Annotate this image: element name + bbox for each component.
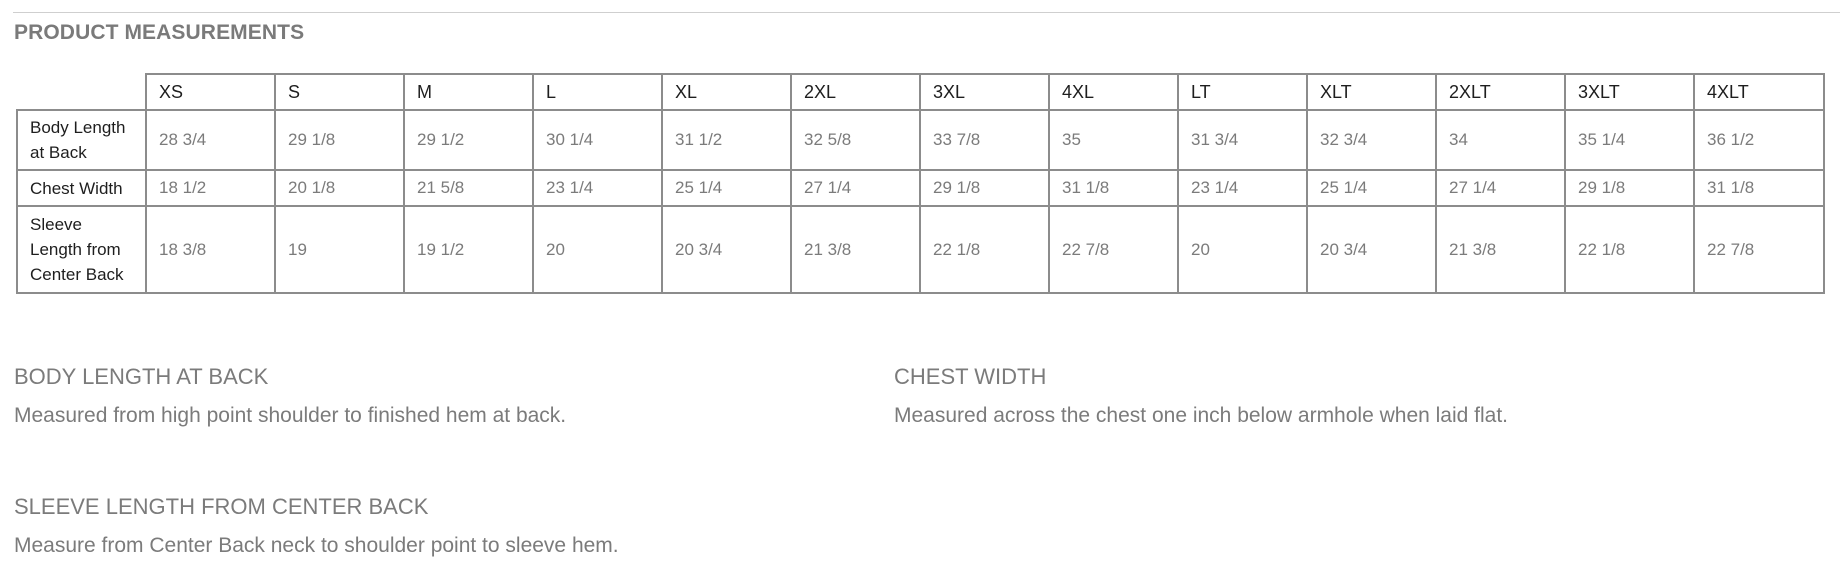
size-header-xlt: XLT [1307, 74, 1436, 110]
size-header-4xl: 4XL [1049, 74, 1178, 110]
definition-chest-width [894, 364, 1508, 428]
row-label-chest-width: Chest Width [17, 170, 146, 206]
table-cell: 35 [1049, 110, 1178, 170]
table-cell: 23 1/4 [1178, 170, 1307, 206]
table-cell: 20 3/4 [1307, 206, 1436, 293]
definition-text: Measured from high point shoulder to finished hem at back. [14, 404, 567, 427]
table-cell: 19 [275, 206, 404, 293]
table-cell: 33 7/8 [920, 110, 1049, 170]
size-header-3xlt: 3XLT [1565, 74, 1694, 110]
row-label-body-length: Body Length at Back [17, 110, 146, 170]
size-header-s: S [275, 74, 404, 110]
table-cell: 29 1/8 [920, 170, 1049, 206]
table-cell: 22 7/8 [1694, 206, 1824, 293]
table-cell: 29 1/8 [1565, 170, 1694, 206]
table-cell: 18 1/2 [146, 170, 275, 206]
size-header-3xl: 3XL [920, 74, 1049, 110]
table-cell: 20 1/8 [275, 170, 404, 206]
table-cell: 23 1/4 [533, 170, 662, 206]
definition-title: CHEST WIDTH [894, 364, 1047, 389]
table-cell: 25 1/4 [662, 170, 791, 206]
table-cell: 31 1/2 [662, 110, 791, 170]
size-header-2xlt: 2XLT [1436, 74, 1565, 110]
table-row-sleeve-length [17, 206, 1824, 293]
table-cell: 19 1/2 [404, 206, 533, 293]
table-cell: 20 [533, 206, 662, 293]
table-cell: 21 5/8 [404, 170, 533, 206]
top-divider [13, 12, 1840, 13]
table-cell: 30 1/4 [533, 110, 662, 170]
size-header-xs: XS [146, 74, 275, 110]
table-cell: 28 3/4 [146, 110, 275, 170]
table-cell: 27 1/4 [791, 170, 920, 206]
size-header-m: M [404, 74, 533, 110]
table-cell: 25 1/4 [1307, 170, 1436, 206]
definition-title: BODY LENGTH AT BACK [14, 364, 269, 389]
row-label-sleeve-length: Sleeve Length from Center Back [17, 206, 146, 293]
definition-sleeve-length [14, 494, 619, 558]
size-header-4xlt: 4XLT [1694, 74, 1824, 110]
table-cell: 35 1/4 [1565, 110, 1694, 170]
table-cell: 22 1/8 [920, 206, 1049, 293]
table-cell: 29 1/2 [404, 110, 533, 170]
table-cell: 21 3/8 [791, 206, 920, 293]
table-cell: 29 1/8 [275, 110, 404, 170]
definition-text: Measure from Center Back neck to shoulder point to sleeve hem. [14, 534, 619, 557]
measurements-table [16, 73, 1825, 294]
size-header-2xl: 2XL [791, 74, 920, 110]
table-cell: 21 3/8 [1436, 206, 1565, 293]
table-cell: 32 5/8 [791, 110, 920, 170]
size-header-row [17, 74, 1824, 110]
table-cell: 18 3/8 [146, 206, 275, 293]
size-header-l: L [533, 74, 662, 110]
table-row-chest-width [17, 170, 1824, 206]
size-header-lt: LT [1178, 74, 1307, 110]
table-cell: 22 7/8 [1049, 206, 1178, 293]
table-cell: 22 1/8 [1565, 206, 1694, 293]
table-cell: 31 1/8 [1694, 170, 1824, 206]
definition-text: Measured across the chest one inch below armhole when laid flat. [894, 404, 1509, 427]
table-cell: 31 1/8 [1049, 170, 1178, 206]
table-cell: 20 3/4 [662, 206, 791, 293]
table-cell: 27 1/4 [1436, 170, 1565, 206]
table-cell: 36 1/2 [1694, 110, 1824, 170]
section-title: PRODUCT MEASUREMENTS [14, 21, 305, 44]
definition-title: SLEEVE LENGTH FROM CENTER BACK [14, 494, 429, 519]
table-corner-cell [17, 74, 146, 110]
size-header-xl: XL [662, 74, 791, 110]
definition-body-length [14, 364, 566, 428]
table-cell: 20 [1178, 206, 1307, 293]
table-row-body-length [17, 110, 1824, 170]
table-cell: 31 3/4 [1178, 110, 1307, 170]
table-cell: 34 [1436, 110, 1565, 170]
table-cell: 32 3/4 [1307, 110, 1436, 170]
